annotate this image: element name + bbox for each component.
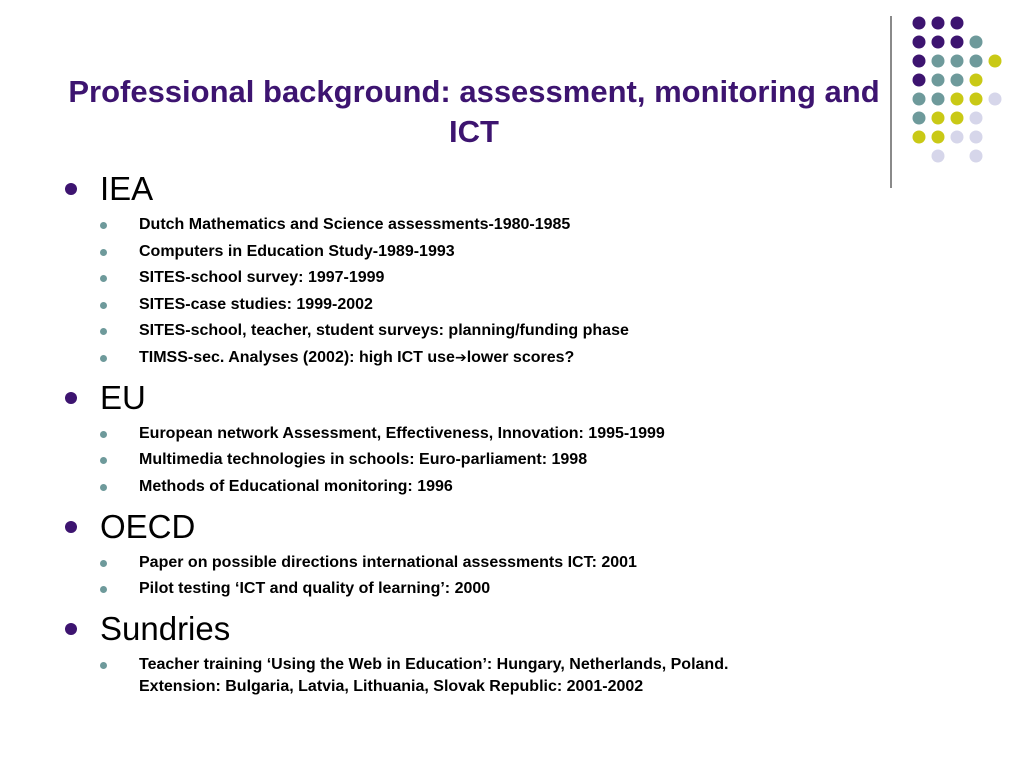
section-heading-row [62, 168, 962, 210]
decor-dot [951, 93, 964, 106]
sub-bullet [100, 302, 107, 309]
main-bullet [65, 521, 77, 533]
section-heading: IEA [100, 170, 154, 207]
decor-dot [989, 93, 1002, 106]
decor-dot [970, 131, 983, 144]
list-item [62, 294, 962, 316]
sub-bullet [100, 275, 107, 282]
list-item-text: Computers in Education Study-1989-1993 [139, 242, 455, 260]
sub-bullet [100, 431, 107, 438]
section-heading: EU [100, 378, 146, 416]
slide-title: Professional background: assessment, monitoring and ICT [68, 74, 880, 149]
decor-dot [951, 131, 964, 144]
list-item [62, 267, 962, 289]
list-item [62, 476, 962, 498]
decor-dot [932, 55, 945, 68]
slide-body [62, 168, 962, 706]
list-item [62, 423, 962, 445]
sub-bullet [100, 355, 107, 362]
decor-dot [970, 36, 983, 49]
list-item-text: SITES-school survey: 1997-1999 [139, 269, 385, 286]
right-arrow-icon: ➔ [454, 349, 467, 366]
list-item [62, 654, 962, 698]
decor-dot [970, 93, 983, 106]
list-item [62, 347, 962, 369]
list-item [62, 552, 962, 574]
decor-dot [970, 112, 983, 125]
decor-dot [970, 55, 983, 68]
decor-dot [970, 150, 983, 163]
sub-bullet-list [62, 423, 962, 498]
list-item-text: Multimedia technologies in schools: Euro-parliament: 1998 [139, 451, 588, 468]
section-eu [62, 377, 962, 498]
section-heading: OECD [100, 507, 196, 545]
decor-dot [913, 93, 926, 106]
section-heading-row [62, 377, 962, 419]
decor-dot [913, 74, 926, 87]
timss-text-after: lower scores? [466, 348, 575, 366]
sub-bullet-list [62, 552, 962, 601]
decor-dot [951, 112, 964, 125]
sub-bullet-list [62, 654, 962, 698]
timss-text-before: TIMSS-sec. Analyses (2002): high ICT use [139, 348, 455, 366]
decor-dot [932, 150, 945, 163]
main-bullet [65, 623, 77, 635]
decor-dot [951, 74, 964, 87]
section-heading-row [62, 608, 962, 650]
decor-dot [970, 74, 983, 87]
section-heading: Sundries [100, 610, 231, 647]
section-iea [62, 168, 962, 369]
sub-bullet [100, 249, 107, 256]
main-bullet [65, 392, 77, 404]
decor-dot [913, 55, 926, 68]
decor-dot [913, 36, 926, 49]
decor-dot [913, 131, 926, 144]
decor-dot [989, 55, 1002, 68]
list-item-text: SITES-case studies: 1999-2002 [139, 295, 373, 313]
decor-dot [932, 36, 945, 49]
section-oecd [62, 506, 962, 601]
sub-bullet [100, 222, 107, 229]
decor-dot [932, 112, 945, 125]
list-item [62, 320, 962, 342]
decor-dot [951, 17, 964, 30]
list-item [62, 214, 962, 236]
decor-dot [932, 93, 945, 106]
list-item-text [139, 347, 574, 369]
decor-dot [932, 17, 945, 30]
list-item-text: Pilot testing ‘ICT and quality of learning’: 2000 [139, 580, 491, 597]
sub-bullet [100, 586, 107, 593]
decor-dot [913, 112, 926, 125]
list-item-text: Methods of Educational monitoring: 1996 [139, 477, 453, 495]
sub-bullet-list [62, 214, 962, 369]
decor-dot [951, 36, 964, 49]
decor-dot [932, 131, 945, 144]
list-item-text: European network Assessment, Effectiveness, Innovation: 1995-1999 [139, 424, 665, 442]
sub-bullet [100, 457, 107, 464]
decor-dot [932, 74, 945, 87]
list-item [62, 449, 962, 471]
sub-bullet [100, 328, 107, 335]
main-bullet [65, 183, 77, 195]
sub-bullet [100, 484, 107, 491]
list-item-text: Paper on possible directions international assessments ICT: 2001 [139, 553, 637, 571]
list-item-text: SITES-school, teacher, student surveys: planning/funding phase [139, 322, 629, 339]
list-item [62, 241, 962, 263]
section-sundries [62, 608, 962, 698]
list-item-text: Teacher training ‘Using the Web in Education’: Hungary, Netherlands, Poland. Extension: Bulgaria, Latvia, Lithuania, Slovak Republic: 2001-2002 [139, 656, 729, 695]
sub-bullet [100, 560, 107, 567]
sub-bullet [100, 662, 107, 669]
section-heading-row [62, 506, 962, 548]
decor-dot [913, 17, 926, 30]
decor-dot [951, 55, 964, 68]
list-item-text: Dutch Mathematics and Science assessments-1980-1985 [139, 216, 571, 233]
list-item [62, 578, 962, 600]
